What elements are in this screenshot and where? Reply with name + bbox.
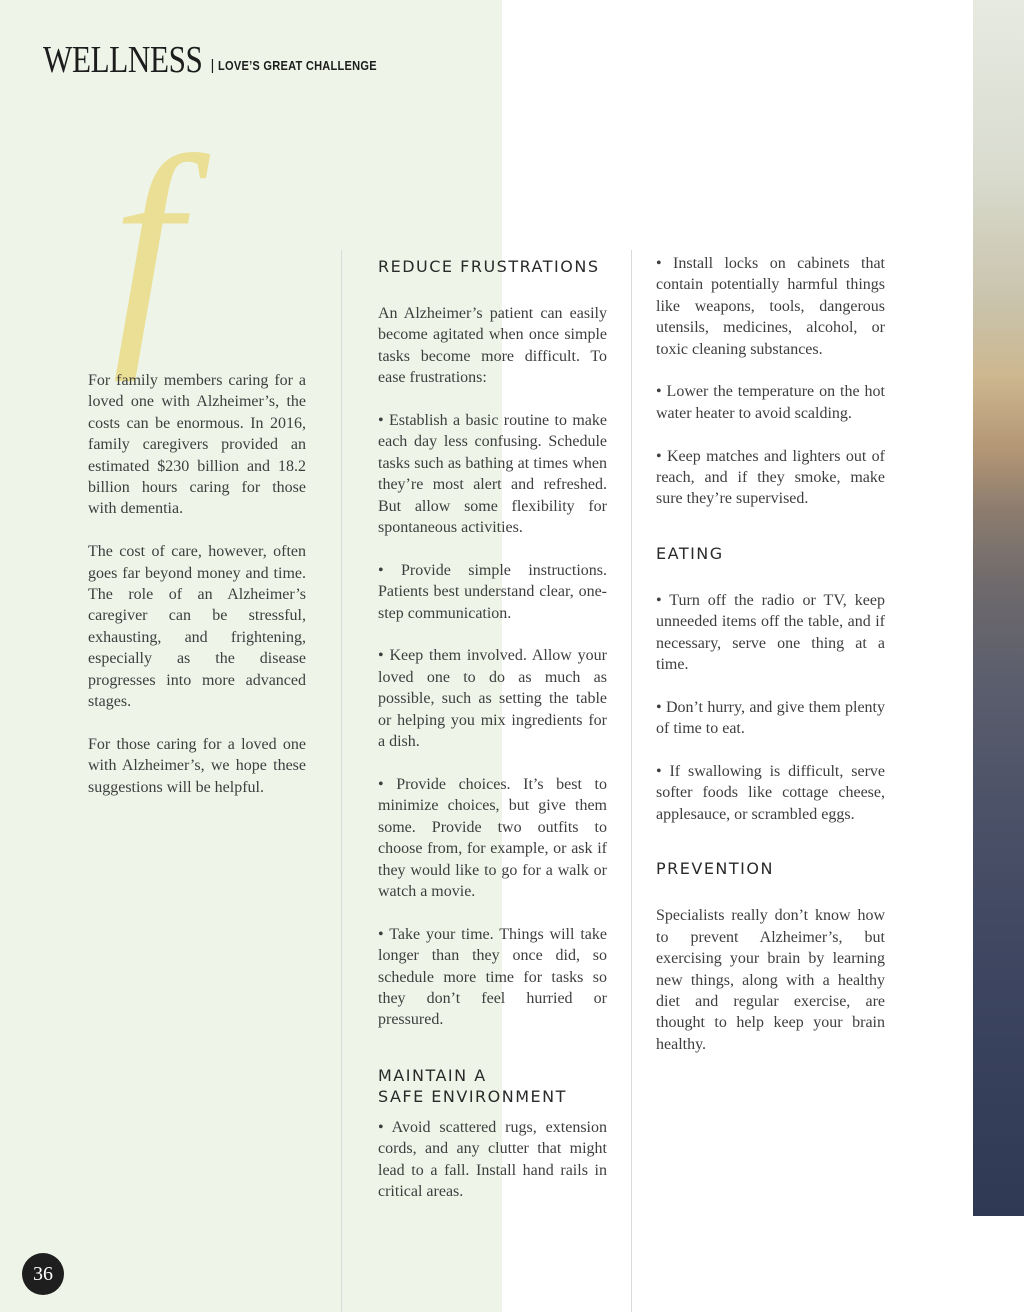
header-separator: | <box>210 57 215 74</box>
tip-item: • Install locks on cabinets that contain potentially harmful things like weapons, tools, dangerous utensils, medicines, alcohol, or toxic cleaning substances. <box>656 255 885 358</box>
middle-column <box>378 256 607 1224</box>
article-title: LOVE’S GREAT CHALLENGE <box>218 58 378 73</box>
section-title: WELLNESS <box>43 39 203 81</box>
tip-item: • Avoid scattered rugs, extension cords, and any clutter that might lead to a fall. Install hand rails in critical areas. <box>378 1118 607 1200</box>
tip-item: • Keep matches and lighters out of reach, and if they smoke, make sure they’re supervised. <box>656 447 885 508</box>
intro-paragraph: For family members caring for a loved one with Alzheimer’s, the costs can be enormous. In 2016, family caregivers provided an estimated $230 billion and 18.2 billion hours caring for those with dementia. <box>88 372 306 518</box>
tip-item: • Keep them involved. Allow your loved one to do as much as possible, such as setting the table or helping you mix ingredients for a dish. <box>378 647 607 751</box>
heading-safe-environment <box>378 1065 607 1107</box>
right-column <box>656 253 885 1077</box>
tip-item: • Lower the temperature on the hot water heater to avoid scalding. <box>656 383 885 422</box>
page-number-badge <box>22 1253 64 1295</box>
heading-prevention: PREVENTION <box>656 859 774 879</box>
page-header <box>43 39 405 81</box>
tip-item: • Turn off the radio or TV, keep unneeded items off the table, and if necessary, serve one thing at a time. <box>656 591 885 674</box>
heading-reduce-frustrations: REDUCE FRUSTRATIONS <box>378 257 600 276</box>
photo-strip <box>973 0 1024 1216</box>
heading-line: SAFE ENVIRONMENT <box>378 1086 567 1106</box>
tip-item: • If swallowing is difficult, serve softer foods like cottage cheese, applesauce, or scrambled eggs. <box>656 763 885 823</box>
column-divider-right <box>631 250 632 1312</box>
heading-eating: EATING <box>656 543 724 563</box>
drop-cap: f <box>112 106 182 383</box>
tip-item: • Take your time. Things will take longer than they once did, so schedule more time for tasks so they don’t feel hurried or pressured. <box>378 925 607 1029</box>
tip-item: • Don’t hurry, and give them plenty of time to eat. <box>656 698 885 738</box>
intro-paragraph: The cost of care, however, often goes far beyond money and time. The role of an Alzheimer’s caregiver can be stressful, exhausting, and frightening, especially as the disease progresses into more advanced stages. <box>88 543 306 711</box>
intro-paragraph: For those caring for a loved one with Alzheimer’s, we hope these suggestions will be helpful. <box>88 735 306 796</box>
tip-item: • Establish a basic routine to make each day less confusing. Schedule tasks such as bathing at times when they’re most alert and refreshed. But allow some flexibility for spontaneous activities. <box>378 412 607 537</box>
body-paragraph: Specialists really don’t know how to prevent Alzheimer’s, but exercising your brain by learning new things, along with a healthy diet and regular exercise, are thought to help keep your brain healthy. <box>656 907 885 1053</box>
intro-column <box>88 370 306 819</box>
body-paragraph: An Alzheimer’s patient can easily become agitated when once simple tasks become more difficult. To ease frustrations: <box>378 305 607 387</box>
page-number: 36 <box>33 1262 53 1285</box>
tip-item: • Provide simple instructions. Patients best understand clear, one-step communication. <box>378 561 607 622</box>
heading-line: MAINTAIN A <box>378 1065 487 1085</box>
column-divider-left <box>341 250 342 1312</box>
tip-item: • Provide choices. It’s best to minimize choices, but give them some. Provide two outfits to choose from, for example, or ask if they would like to go for a walk or watch a movie. <box>378 775 607 900</box>
